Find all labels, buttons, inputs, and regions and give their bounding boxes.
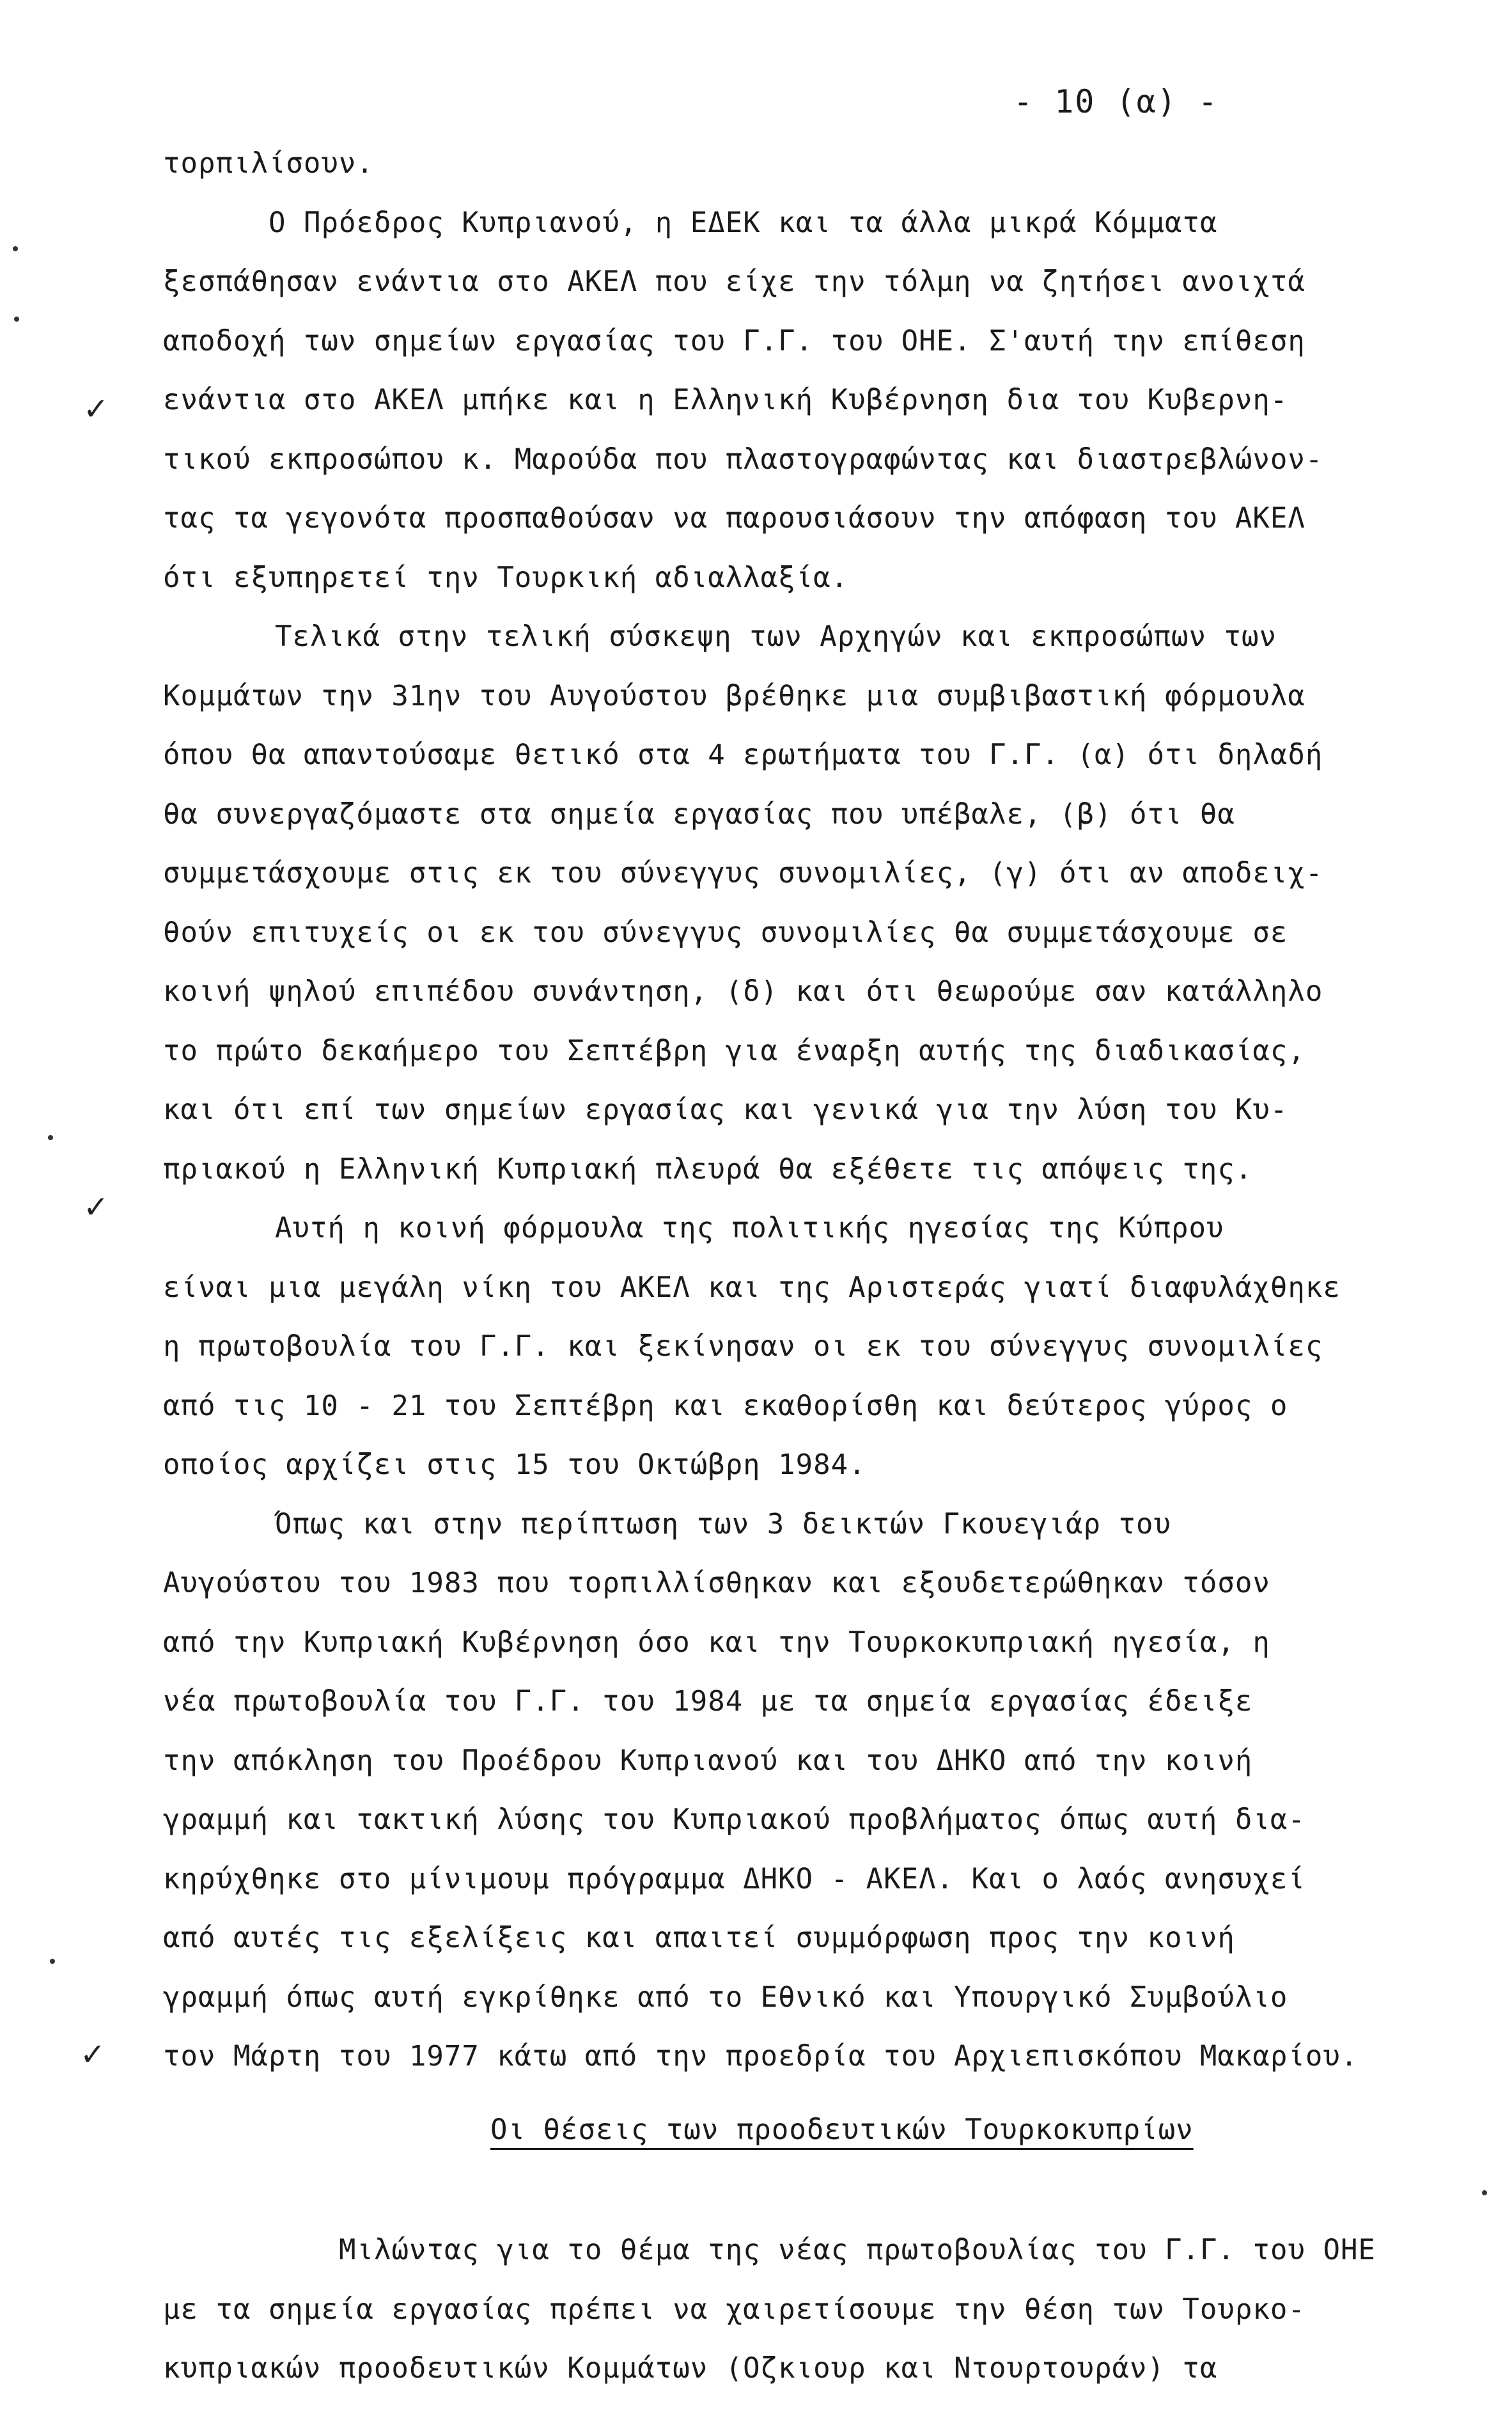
text-line: τορπιλίσουν.	[163, 147, 374, 180]
text-line: είναι μια μεγάλη νίκη του ΑΚΕΛ και της Αριστεράς γιατί διαφυλάχθηκε	[163, 1271, 1341, 1304]
text-line: θα συνεργαζόμαστε στα σημεία εργασίας που υπέβαλε, (β) ότι θα	[163, 797, 1235, 831]
text-line: ξεσπάθησαν ενάντια στο ΑΚΕΛ που είχε την τόλμη να ζητήσει ανοιχτά	[163, 265, 1305, 298]
paragraph-4	[163, 1199, 1461, 1495]
text-line: η πρωτοβουλία του Γ.Γ. και ξεκίνησαν οι εκ του σύνεγγυς συνομιλίες	[163, 1330, 1323, 1363]
text-line: ότι εξυπηρετεί την Τουρκική αδιαλλαξία.	[163, 561, 849, 594]
text-line: το πρώτο δεκαήμερο του Σεπτέβρη για έναρξη αυτής της διαδικασίας,	[163, 1034, 1305, 1067]
margin-dot	[13, 246, 18, 251]
paragraph-3	[163, 608, 1461, 1199]
text-line: Αυγούστου του 1983 που τορπιλλίσθηκαν και εξουδετερώθηκαν τόσον	[163, 1567, 1270, 1599]
text-line: από τις 10 - 21 του Σεπτέβρη και εκαθορίσθη και δεύτερος γύρος ο	[163, 1389, 1288, 1422]
text-line: συμμετάσχουμε στις εκ του σύνεγγυς συνομιλίες, (γ) ότι αν αποδειχ-	[163, 857, 1323, 890]
paragraph-2	[163, 194, 1461, 608]
text-line: Αυτή η κοινή φόρμουλα της πολιτικής ηγεσίας της Κύπρου	[275, 1212, 1224, 1244]
text-line: όπου θα απαντούσαμε θετικό στα 4 ερωτήματα του Γ.Γ. (α) ότι δηλαδή	[163, 739, 1323, 771]
body-text	[163, 134, 1461, 2399]
text-line: τον Μάρτη του 1977 κάτω από την προεδρία του Αρχιεπισκόπου Μακαρίου.	[163, 2040, 1359, 2073]
text-line: με τα σημεία εργασίας πρέπει να χαιρετίσουμε την θέση των Τουρκο-	[163, 2293, 1305, 2326]
text-line: γραμμή και τακτική λύσης του Κυπριακού προβλήματος όπως αυτή δια-	[163, 1803, 1305, 1836]
text-line: πριακού η Ελληνική Κυπριακή πλευρά θα εξέθετε τις απόψεις της.	[163, 1152, 1253, 1186]
text-line: αποδοχή των σημείων εργασίας του Γ.Γ. του ΟΗΕ. Σ'αυτή την επίθεση	[163, 324, 1305, 357]
text-line: κοινή ψηλού επιπέδου συνάντηση, (δ) και ότι θεωρούμε σαν κατάλληλο	[163, 975, 1323, 1008]
paragraph-6	[163, 2221, 1461, 2399]
margin-dot	[1482, 2190, 1487, 2195]
margin-dot	[50, 1959, 55, 1964]
page-number: - 10 (α) -	[1013, 83, 1219, 120]
text-line: Ο Πρόεδρος Κυπριανού, η ΕΔΕΚ και τα άλλα μικρά Κόμματα	[269, 206, 1218, 239]
text-line: τικού εκπροσώπου κ. Μαρούδα που πλαστογραφώντας και διαστρεβλώνον-	[163, 443, 1323, 476]
text-line: κηρύχθηκε στο μίνιμουμ πρόγραμμα ΔΗΚΟ - ΑΚΕΛ. Και ο λαός ανησυχεί	[163, 1862, 1305, 1895]
text-line: από αυτές τις εξελίξεις και απαιτεί συμμόρφωση προς την κοινή	[163, 1922, 1235, 1954]
text-line: Τελικά στην τελική σύσκεψη των Αρχηγών και εκπροσώπων των	[275, 620, 1277, 653]
margin-dot	[48, 1135, 53, 1140]
text-line: Όπως και στην περίπτωση των 3 δεικτών Γκουεγιάρ του	[275, 1507, 1172, 1541]
text-line: ενάντια στο ΑΚΕΛ μπήκε και η Ελληνική Κυβέρνηση δια του Κυβερνη-	[163, 384, 1288, 416]
margin-check-mark: ✓	[83, 1189, 109, 1225]
margin-check-mark: ✓	[83, 391, 109, 427]
text-line: οποίος αρχίζει στις 15 του Οκτώβρη 1984.	[163, 1448, 866, 1481]
text-line: Μιλώντας για το θέμα της νέας πρωτοβουλίας του Γ.Γ. του ΟΗΕ	[339, 2234, 1376, 2266]
text-line: νέα πρωτοβουλία του Γ.Γ. του 1984 με τα σημεία εργασίας έδειξε	[163, 1685, 1253, 1718]
margin-check-mark: ✓	[80, 2037, 106, 2073]
text-line: Κομμάτων την 31ην του Αυγούστου βρέθηκε μια συμβιβαστική φόρμουλα	[163, 679, 1305, 712]
text-line: κυπριακών προοδευτικών Κομμάτων (Οζκιουρ και Ντουρτουράν) τα	[163, 2352, 1218, 2385]
text-line: θούν επιτυχείς οι εκ του σύνεγγυς συνομιλίες θα συμμετάσχουμε σε	[163, 916, 1288, 949]
text-line: την απόκληση του Προέδρου Κυπριανού και του ΔΗΚΟ από την κοινή	[163, 1744, 1253, 1777]
text-line: γραμμή όπως αυτή εγκρίθηκε από το Εθνικό και Υπουργικό Συμβούλιο	[163, 1980, 1288, 2014]
text-line: από την Κυπριακή Κυβέρνηση όσο και την Τουρκοκυπριακή ηγεσία, η	[163, 1626, 1270, 1659]
text-line: τας τα γεγονότα προσπαθούσαν να παρουσιάσουν την απόφαση του ΑΚΕΛ	[163, 502, 1305, 535]
margin-dot	[14, 317, 19, 322]
section-heading: Οι θέσεις των προοδευτικών Τουρκοκυπρίων	[490, 2113, 1194, 2146]
paragraph-5	[163, 1495, 1461, 2087]
paragraph-1	[163, 134, 1461, 194]
text-line: και ότι επί των σημείων εργασίας και γενικά για την λύση του Κυ-	[163, 1094, 1288, 1126]
